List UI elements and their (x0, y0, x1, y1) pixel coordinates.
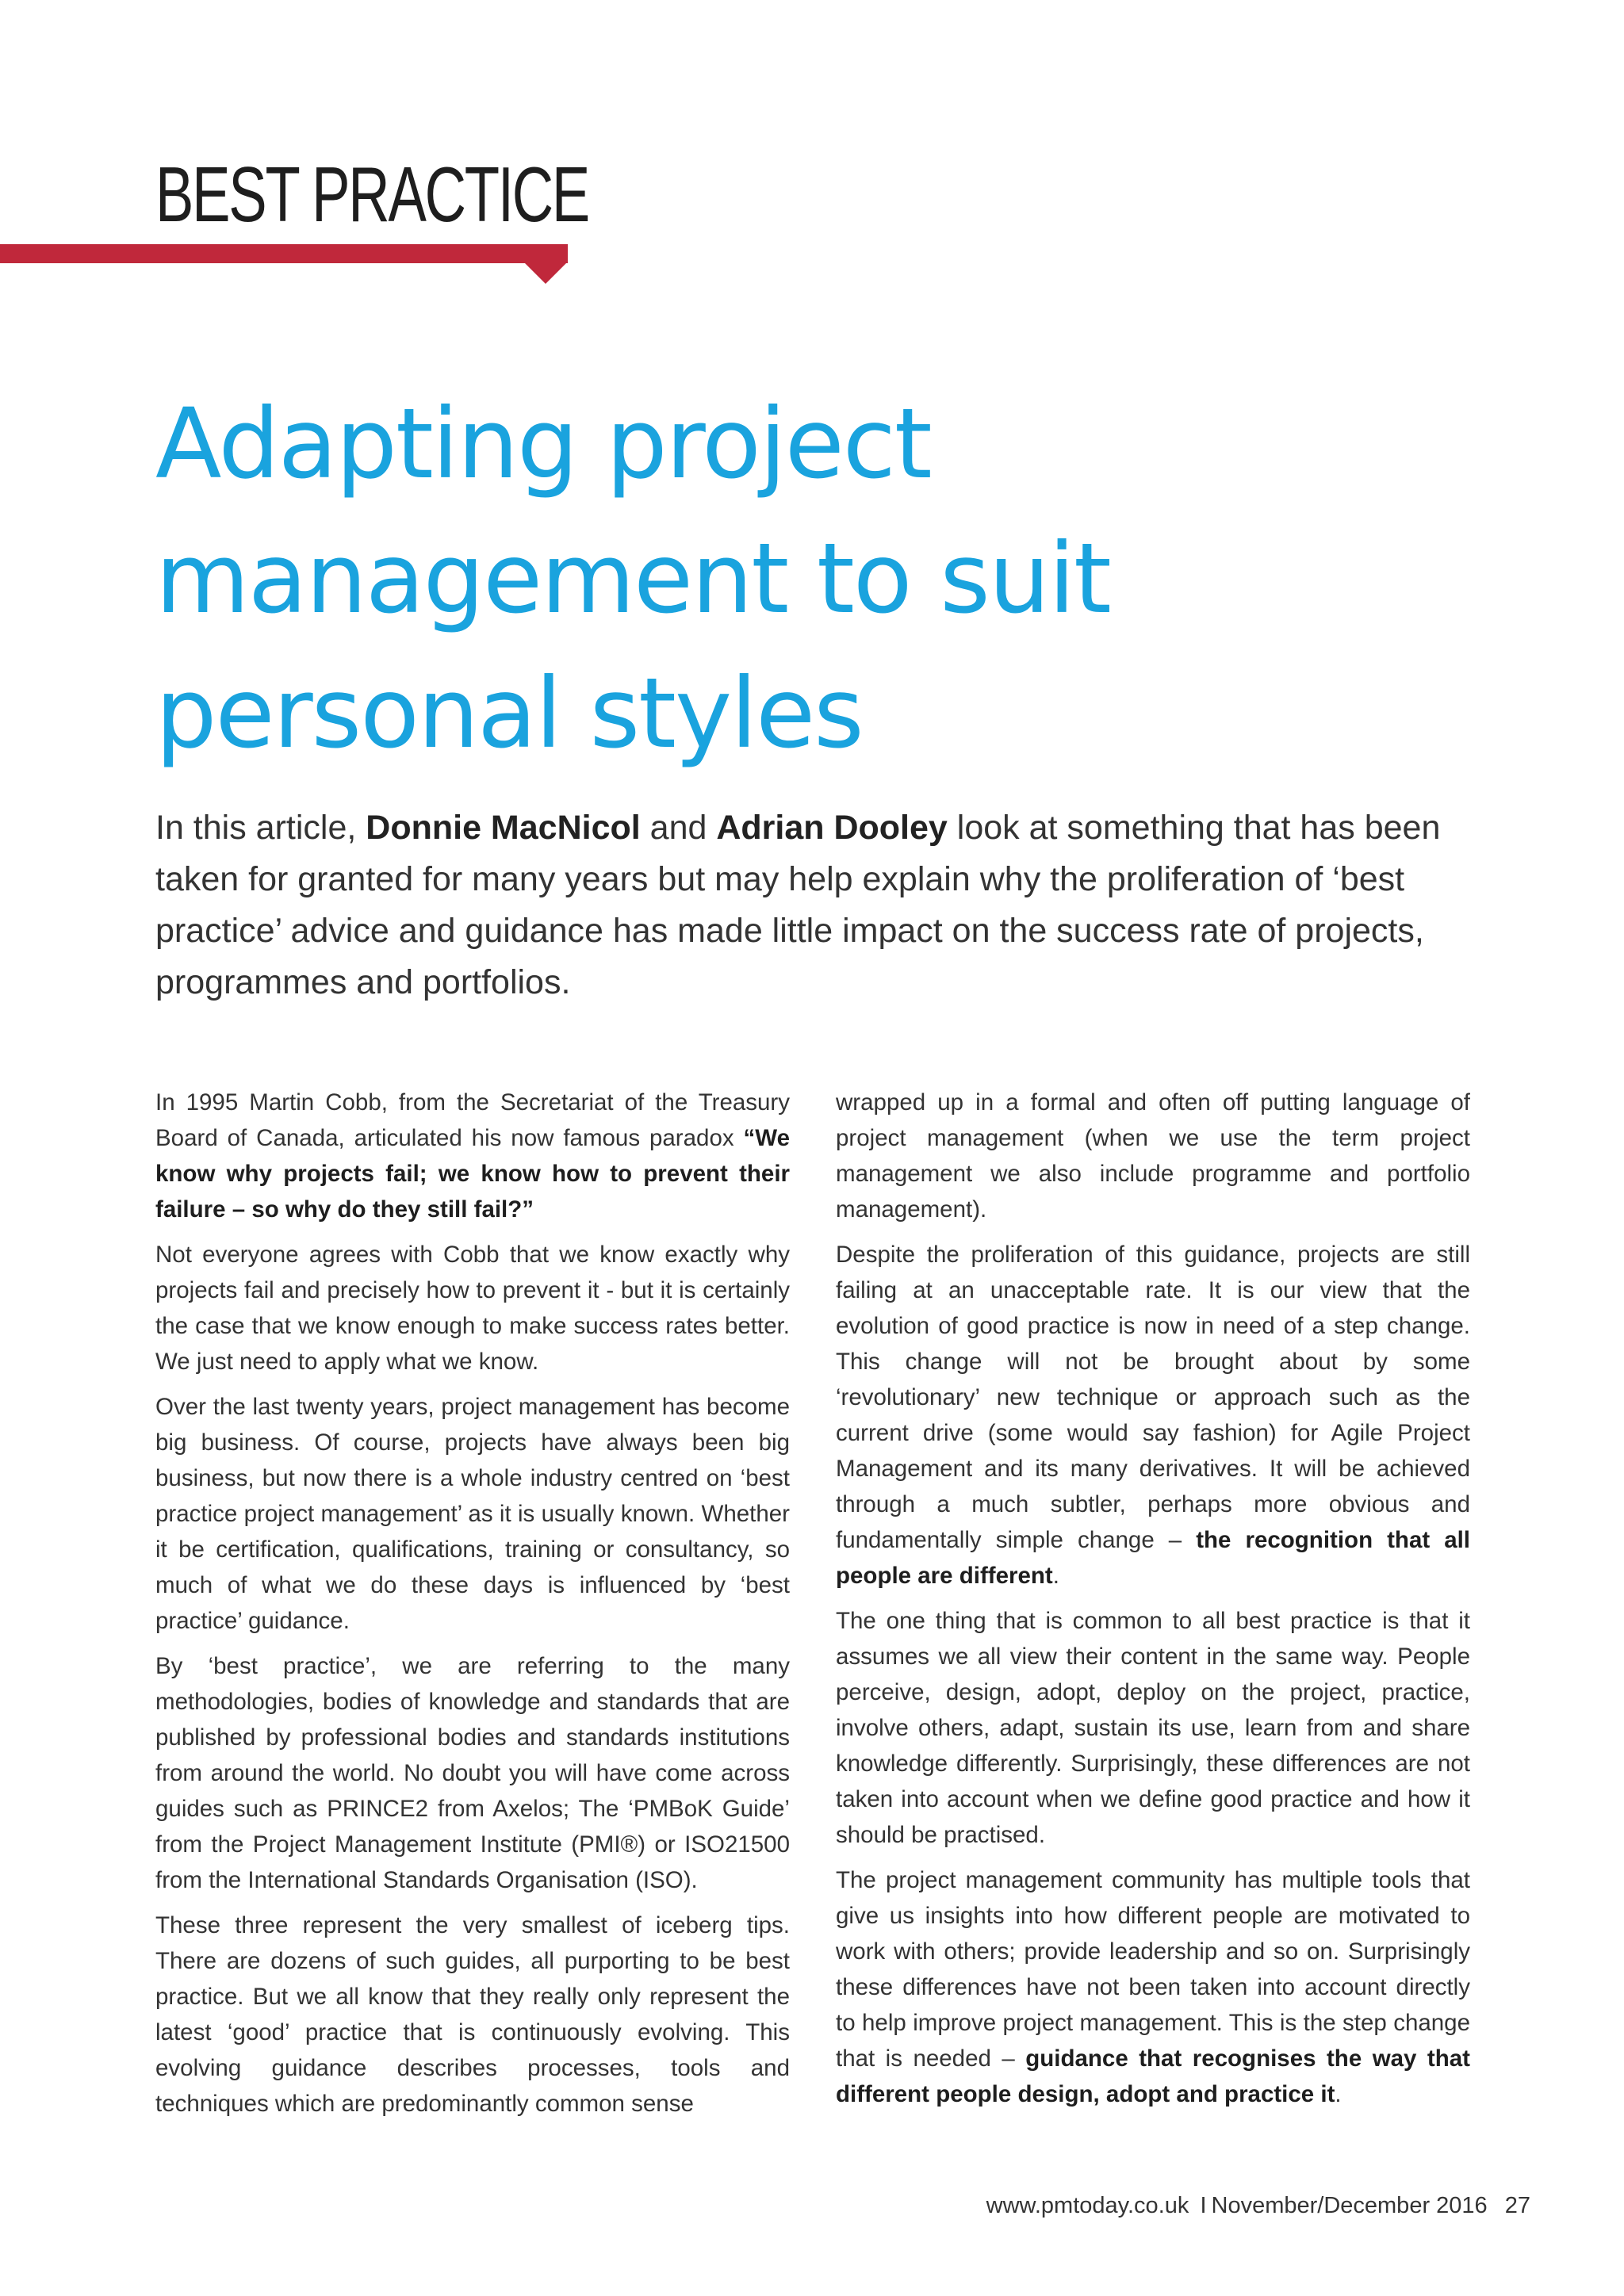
cobb-paradox-quote: “We know why projects fail; we know how to prevent their failure – so why do they still fail?” (155, 1125, 790, 1223)
article-headline (155, 377, 1503, 781)
footer-separator: I (1200, 2193, 1207, 2218)
standfirst-rest: look at something that has been taken for granted for many years but may help explain why the proliferation of ‘best practice’ advice and guidance has made little impact on the success rate of projects, programmes and portfolios. (155, 809, 1441, 1001)
section-label: BEST PRACTICE (155, 151, 589, 238)
section-divider-bar (0, 244, 568, 263)
page-number: 27 (1504, 2193, 1530, 2218)
key-point-bold: guidance that recognises the way that different people design, adopt and practice it (836, 2045, 1470, 2107)
body-column-right (836, 1085, 1470, 2122)
standfirst-and: and (640, 809, 717, 847)
paragraph-end: . (1052, 1563, 1059, 1589)
footer-issue: November/December 2016 (1211, 2193, 1488, 2218)
headline-line-2: management to suit (155, 522, 1110, 635)
headline-line-1: Adapting project (155, 388, 931, 500)
body-paragraph: wrapped up in a formal and often off putting language of project management (when we use the term project management we also include programme and portfolio management). (836, 1089, 1470, 1223)
author-name-1: Donnie MacNicol (366, 809, 641, 847)
paragraph-text: In 1995 Martin Cobb, from the Secretariat of the Treasury Board of Canada, articulated his now famous paradox (155, 1089, 790, 1151)
body-paragraph: By ‘best practice’, we are referring to the many methodologies, bodies of knowledge and standards that are published by professional bodies and standards institutions from around the world. No doubt you will have come across guides such as PRINCE2 from Axelos; The ‘PMBoK Guide’ from the Project Management Institute (PMI®) or ISO21500 from the International Standards Organisation (ISO). (155, 1653, 790, 1893)
article-standfirst (155, 802, 1488, 1008)
paragraph-end: . (1335, 2081, 1342, 2107)
paragraph-text: Despite the proliferation of this guidance, projects are still failing at an unacceptable rate. It is our view that the evolution of good practice is now in need of a step change. This change will not be brought about by some ‘revolutionary’ new technique or approach such as the current drive (some would say fashion) for Agile Project Management and its many derivatives. It will be achieved through a much subtler, perhaps more obvious and fundamentally simple change – (836, 1242, 1470, 1553)
paragraph-text: The project management community has multiple tools that give us insights into how different people are motivated to work with others; provide leadership and so on. Surprisingly these differences have not been taken into account directly to help improve project management. This is the step change that is needed – (836, 1867, 1470, 2072)
key-point-bold: the recognition that all people are different (836, 1527, 1470, 1589)
body-paragraph (836, 1862, 1470, 2112)
body-paragraph: These three represent the very smallest of iceberg tips. There are dozens of such guides, all purporting to be best practice. But we all know that they really only represent the latest ‘good’ practice that is continuously evolving. This evolving guidance describes processes, tools and techniques which are predominantly common sense (155, 1912, 790, 2117)
body-column-left (155, 1085, 790, 2131)
standfirst-intro: In this article, (155, 809, 366, 847)
footer-url: www.pmtoday.co.uk (986, 2193, 1189, 2218)
body-paragraph: Not everyone agrees with Cobb that we know exactly why projects fail and precisely how to prevent it - but it is certainly the case that we know enough to make success rates better. We just need to apply what we know. (155, 1242, 790, 1375)
body-paragraph (836, 1237, 1470, 1594)
section-divider-notch (523, 262, 568, 284)
body-paragraph: Over the last twenty years, project management has become big business. Of course, projects have always been big business, but now there is a whole industry centred on ‘best practice project management’ as it is usually known. Whether it be certification, qualifications, training or consultancy, so much of what we do these days is influenced by ‘best practice’ guidance. (155, 1394, 790, 1634)
author-name-2: Adrian Dooley (716, 809, 948, 847)
page-footer (986, 2190, 1530, 2221)
body-paragraph (155, 1085, 790, 1227)
headline-line-3: personal styles (155, 657, 863, 770)
body-paragraph: The one thing that is common to all best practice is that it assumes we all view their content in the same way. People perceive, design, adopt, deploy on the project, practice, involve others, adapt, sustain its use, learn from and share knowledge differently. Surprisingly, these differences are not taken into account when we define good practice and how it should be practised. (836, 1608, 1470, 1848)
